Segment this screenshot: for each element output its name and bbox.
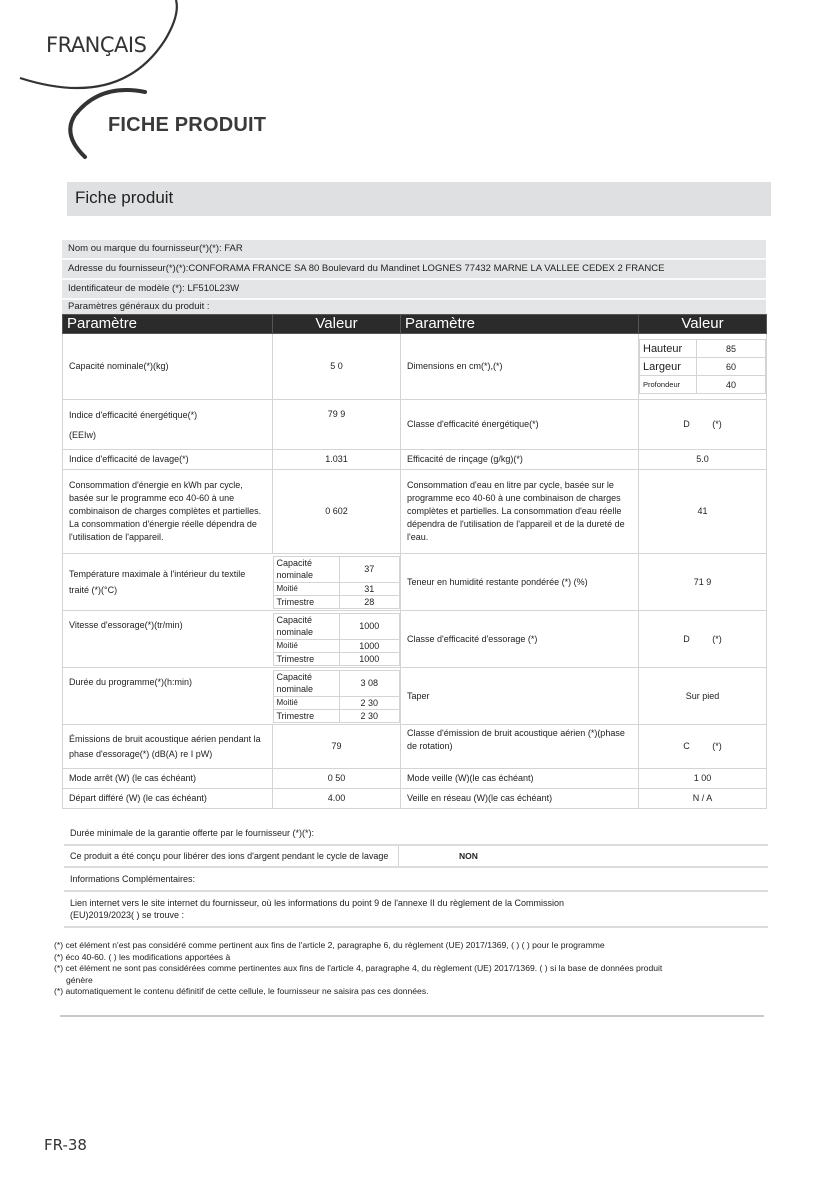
- noise-label: Émissions de bruit acoustique aérien pendant la phase d'essorage(*) (dB(A) re I pW): [63, 725, 273, 769]
- dimension-value: 40: [697, 376, 766, 394]
- rinse-label: Efficacité de rinçage (g/kg)(*): [401, 450, 639, 470]
- delay-start-label: Départ différé (W) (le cas échéant): [63, 789, 273, 809]
- page-title: FICHE PRODUIT: [108, 114, 267, 136]
- humidity-label: Teneur en humidité restante pondérée (*) (%): [401, 554, 639, 611]
- warranty-row: Durée minimale de la garantie offerte par le fournisseur (*)(*):: [64, 822, 768, 846]
- max-temp-value: 37: [339, 556, 400, 582]
- table-row: [63, 668, 767, 725]
- header-value: Valeur: [639, 315, 767, 334]
- footnote: (*) éco 40-60. ( ) les modifications apportées à: [54, 951, 231, 962]
- language-label: FRANÇAIS: [46, 33, 147, 57]
- spin-class-label: Classe d'efficacité d'essorage (*): [401, 611, 639, 668]
- load-label: Capacité nominale: [273, 613, 339, 639]
- header-parameter: Paramètre: [401, 315, 639, 334]
- additional-info-row: Informations Complémentaires:: [64, 868, 768, 892]
- off-mode-value: 0 50: [273, 769, 401, 789]
- header-value: Valeur: [273, 315, 401, 334]
- energy-class-value: D: [683, 419, 690, 429]
- dimension-label: Profondeur: [640, 376, 697, 394]
- noise-class-label: Classe d'émission de bruit acoustique aérien (*)(phase de rotation): [401, 725, 639, 769]
- energy-consumption-label: Consommation d'énergie en kWh par cycle, basée sur le programme eco 40-60 à une combinaison de charges complètes et partielles. La consommation d'énergie réelle dépendra de l'utilisation de l'appareil.: [63, 470, 273, 554]
- load-label: Moitié: [273, 696, 339, 709]
- programme-duration-value: 2 30: [339, 709, 400, 722]
- spin-speed-label: Vitesse d'essorage(*)(tr/min): [69, 620, 183, 630]
- section-band: Fiche produit: [67, 182, 771, 216]
- spin-class-value: D: [683, 633, 690, 644]
- eei-value: 79 9: [273, 400, 401, 450]
- header-parameter: Paramètre: [63, 315, 273, 334]
- type-label: Taper: [401, 668, 639, 725]
- dimensions-label: Dimensions en cm(*),(*): [401, 334, 639, 400]
- load-label: Moitié: [273, 582, 339, 595]
- load-label: Trimestre: [273, 595, 339, 608]
- supplier-address: Adresse du fournisseur(*)(*):CONFORAMA FRANCE SA 80 Boulevard du Mandinet LOGNES 77432 MARNE LA VALLEE CEDEX 2 FRANCE: [62, 260, 766, 280]
- programme-duration-value: 2 30: [339, 696, 400, 709]
- delay-start-value: 4.00: [273, 789, 401, 809]
- noise-class-value: C: [683, 741, 690, 751]
- wash-index-label: Indice d'efficacité de lavage(*): [63, 450, 273, 470]
- programme-duration-label: Durée du programme(*)(h:min): [69, 677, 193, 687]
- divider: [60, 1015, 764, 1017]
- rinse-value: 5.0: [639, 450, 767, 470]
- noise-value: 79: [273, 725, 401, 769]
- table-header-row: [63, 315, 767, 334]
- table-row: [63, 789, 767, 809]
- type-value: Sur pied: [639, 668, 767, 725]
- footnotes: [54, 940, 774, 998]
- dimension-label: Largeur: [640, 358, 697, 376]
- footnote: (*) cet élément ne sont pas considérées comme pertinentes aux fins de l'article 4, paragraphe 4, du règlement (UE) 2017/1369. ( ) si la base de données produit: [54, 963, 663, 973]
- energy-class-label: Classe d'efficacité énergétique(*): [401, 400, 639, 450]
- table-row: [63, 470, 767, 554]
- noise-class-note: (*): [712, 741, 722, 751]
- water-consumption-label: Consommation d'eau en litre par cycle, basée sur le programme eco 40-60 à une combinaison de charges complètes et partielles. La consommation d'eau réelle dépendra de l'utilisation de l'appareil et de la dureté de l'eau.: [401, 470, 639, 554]
- spin-speed-value: 1000: [339, 639, 400, 652]
- load-label: Moitié: [273, 639, 339, 652]
- model-identifier: Identificateur de modèle (*): LF510L23W: [62, 280, 766, 300]
- table-row: [63, 554, 767, 611]
- programme-duration-value: 3 08: [339, 670, 400, 696]
- load-label: Trimestre: [273, 709, 339, 722]
- supplier-name: Nom ou marque du fournisseur(*)(*): FAR: [62, 240, 766, 260]
- footnote: (*) cet élément n'est pas considéré comme pertinent aux fins de l'article 2, paragraphe 6, du règlement (UE) 2017/1369, ( ) ( ) pour le programme: [54, 940, 605, 950]
- max-temp-label: Température maximale à l'intérieur du textile traité (*)(°C): [69, 569, 246, 595]
- parameters-table: [62, 314, 767, 809]
- standby-value: 1 00: [639, 769, 767, 789]
- footnote: (*) automatiquement le contenu définitif de cette cellule, le fournisseur ne saisira pas ces données.: [54, 986, 429, 996]
- footer-info: [64, 822, 768, 928]
- energy-consumption-value: 0 602: [273, 470, 401, 554]
- eei-label-suffix: (EEIw): [69, 429, 96, 440]
- table-row: [63, 769, 767, 789]
- standby-label: Mode veille (W)(le cas échéant): [401, 769, 639, 789]
- page-number: FR-38: [44, 1136, 87, 1154]
- table-row: [63, 450, 767, 470]
- dimension-value: 60: [697, 358, 766, 376]
- max-temp-value: 31: [339, 582, 400, 595]
- capacity-label: Capacité nominale(*)(kg): [63, 334, 273, 400]
- silver-ions-row: [64, 846, 768, 868]
- spin-class-note: (*): [712, 633, 722, 644]
- spin-speed-value: 1000: [339, 613, 400, 639]
- product-sheet: [62, 240, 766, 809]
- water-consumption-value: 41: [639, 470, 767, 554]
- max-temp-value: 28: [339, 595, 400, 608]
- table-row: [63, 400, 767, 450]
- network-standby-label: Veille en réseau (W)(le cas échéant): [401, 789, 639, 809]
- weblink-row: Lien internet vers le site internet du fournisseur, où les informations du point 9 de l'annexe II du règlement de la Commission (EU)2019/2023( ) se trouve :: [70, 898, 564, 920]
- general-params-label: Paramètres généraux du produit :: [62, 300, 766, 314]
- eei-label: Indice d'efficacité énergétique(*): [69, 409, 198, 420]
- off-mode-label: Mode arrêt (W) (le cas échéant): [63, 769, 273, 789]
- network-standby-value: N / A: [639, 789, 767, 809]
- wash-index-value: 1.031: [273, 450, 401, 470]
- table-row: [63, 725, 767, 769]
- spin-speed-value: 1000: [339, 652, 400, 665]
- humidity-value: 71 9: [639, 554, 767, 611]
- table-row: [63, 334, 767, 400]
- footnote: génère: [66, 974, 93, 985]
- load-label: Trimestre: [273, 652, 339, 665]
- dimension-value: 85: [697, 340, 766, 358]
- table-row: [63, 611, 767, 668]
- silver-ions-value: NON: [459, 851, 478, 861]
- load-label: Capacité nominale: [273, 670, 339, 696]
- dimension-label: Hauteur: [640, 340, 697, 358]
- silver-ions-label: Ce produit a été conçu pour libérer des ions d'argent pendant le cycle de lavage: [64, 846, 399, 866]
- capacity-value: 5 0: [273, 334, 401, 400]
- dimensions-subtable: [639, 339, 766, 394]
- load-label: Capacité nominale: [273, 556, 339, 582]
- energy-class-note: (*): [712, 419, 722, 429]
